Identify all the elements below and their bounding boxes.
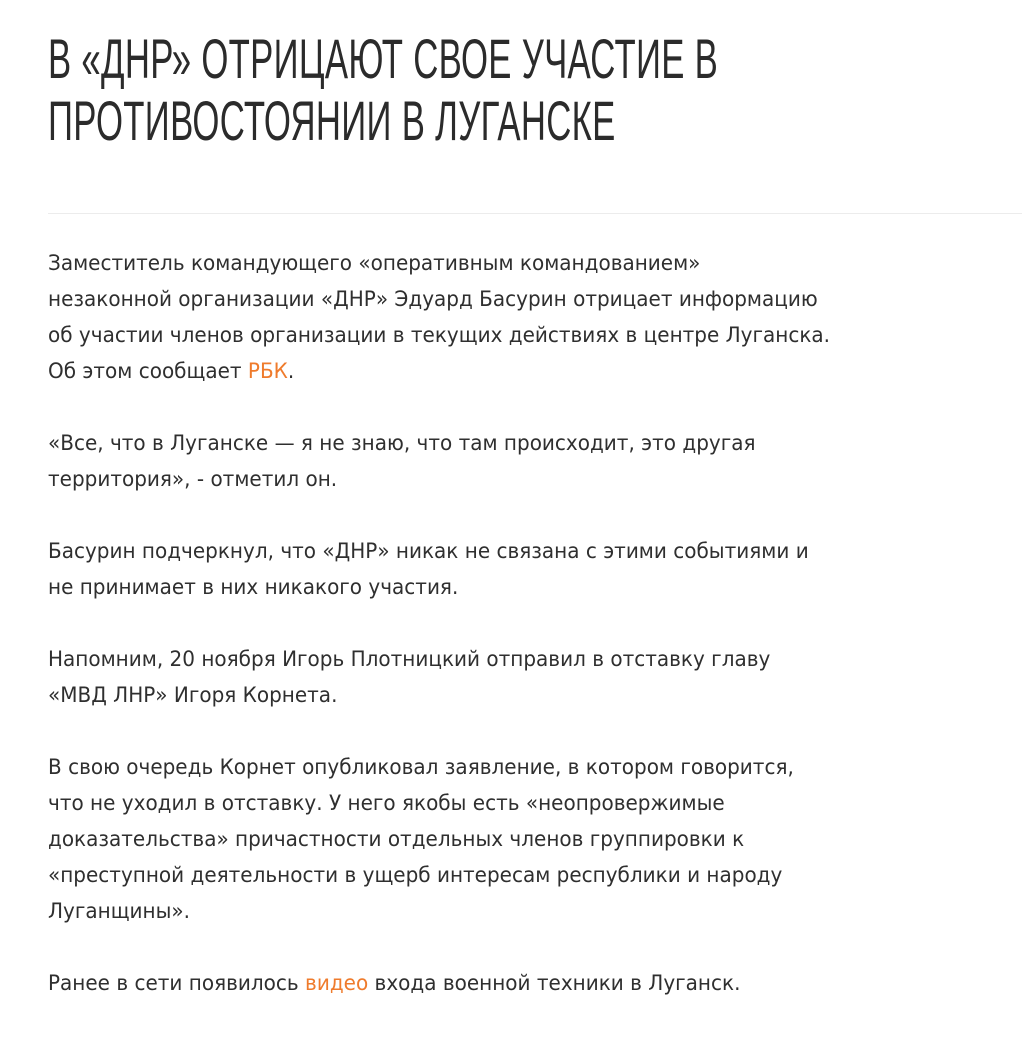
paragraph-5-line-1: В свою очередь Корнет опубликовал заявление, в котором говорится, [48, 755, 794, 780]
article-title [48, 0, 854, 152]
article-title-line-2: ПРОТИВОСТОЯНИИ В ЛУГАНСКЕ [48, 89, 616, 152]
paragraph-2-line-2: территория», - отметил он. [48, 467, 338, 492]
paragraph-3-line-1: Басурин подчеркнул, что «ДНР» никак не связана с этими событиями и [48, 539, 809, 564]
paragraph-1 [48, 246, 1015, 390]
paragraph-1-line-1: Заместитель командующего «оперативным командованием» [48, 251, 701, 276]
article [48, 0, 1022, 996]
rbc-source-link[interactable]: РБК [247, 359, 288, 384]
paragraph-5-line-3: доказательства» причастности отдельных членов группировки к [48, 827, 745, 852]
paragraph-2-line-1: «Все, что в Луганске — я не знаю, что там происходит, это другая [48, 431, 756, 456]
paragraph-3-line-2: не принимает в них никакого участия. [48, 575, 459, 600]
paragraph-4-line-1: Напомним, 20 ноября Игорь Плотницкий отправил в отставку главу [48, 647, 771, 672]
article-title-line-1: В «ДНР» ОТРИЦАЮТ СВОЕ УЧАСТИЕ В [48, 27, 719, 90]
paragraph-4 [48, 642, 1015, 714]
article-body [48, 246, 941, 1038]
paragraph-5-line-2: что не уходил в отставку. У него якобы есть «неопровержимые [48, 791, 725, 816]
paragraph-1-line-4-end: . [287, 359, 295, 384]
video-link[interactable]: видео [305, 971, 369, 996]
paragraph-6 [48, 966, 1015, 1002]
paragraph-1-line-2: незаконной организации «ДНР» Эдуард Басурин отрицает информацию [48, 287, 818, 312]
paragraph-3 [48, 534, 1015, 606]
paragraph-4-line-2: «МВД ЛНР» Игоря Корнета. [48, 683, 338, 708]
paragraph-2 [48, 426, 1015, 498]
paragraph-5-line-5: Луганщины». [48, 899, 190, 924]
paragraph-1-line-4-text: Об этом сообщает [48, 359, 248, 384]
paragraph-6-end: входа военной техники в Луганск. [368, 971, 741, 996]
paragraph-1-line-3: об участии членов организации в текущих действиях в центре Луганска. [48, 323, 831, 348]
title-divider [48, 213, 1022, 214]
paragraph-5-line-4: «преступной деятельности в ущерб интересам республики и народу [48, 863, 783, 888]
paragraph-5 [48, 750, 1015, 930]
paragraph-6-text: Ранее в сети появилось [48, 971, 306, 996]
